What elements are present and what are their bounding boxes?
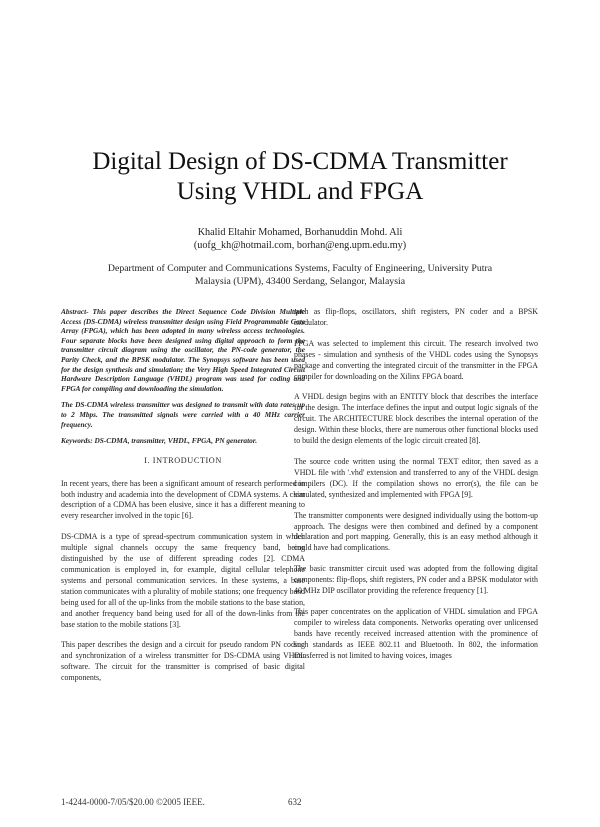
right-paragraph-4: The source code written using the normal TEXT editor, then saved as a VHDL file with '.vhd' extension and transferred to any of the VHDL design compilers (DC). If the compilation shows no error(s), the file can be simulated, synthesized and implemented with FPGA [9]. <box>294 456 538 499</box>
right-paragraph-7: This paper concentrates on the application of VHDL simulation and FPGA compiler to wireless data components. Networks operating over unlicensed bands have recently received increased attention with the prominence of such standards as IEEE 802.11 and Bluetooth. In 802, the information transferred is not limited to having voices, images <box>294 606 538 660</box>
intro-paragraph-1: In recent years, there has been a significant amount of research performed in both industry and academia into the development of CDMA systems. A clear description of a CDMA has been elusive, since it has a different meaning to every researcher involved in the topic [6]. <box>61 478 305 521</box>
keywords: Keywords: DS-CDMA, transmitter, VHDL, FPGA, PN generator. <box>61 436 258 446</box>
affiliation-line-1: Department of Computer and Communications Systems, Faculty of Engineering, University Putra <box>107 263 493 274</box>
intro-paragraph-2: DS-CDMA is a type of spread-spectrum communication system in which multiple signal channels occupy the same frequency band, being distinguished by the use of different spreading codes [2]. CDMA communication is employed in, for example, digital cellular telephone systems and personal communication services. In these systems, a base station communicates with a plurality of mobile stations; one frequency band being used for all of the up-links from the mobile stations to the base station, and another frequency band being used for all of the down-links from the base station to the mobile stations [3]. <box>61 532 305 629</box>
paper-title-line-1: Digital Design of DS-CDMA Transmitter <box>92 148 508 175</box>
paper-title-line-2: Using VHDL and FPGA <box>176 178 424 205</box>
abstract: Abstract- This paper describes the Direct Sequence Code Division Multiple Access (DS-CDMA) wireless transmitter design using Field Programmable Gate Array (FPGA), which has been adopted in many wireless access technologies. Four separate blocks have been designed using digital approach to form the transmitter circuit diagram using the oscillator, the PN-code generator, the Parity Check, and the BPSK modulator. The Synopsys software has been used for the design synthesis and simulation; the Very High Speed Integrated Circuit Hardware Description Language (VHDL) program was used for coding and FPGA for compiling and downloading the simulation. <box>61 307 305 393</box>
right-paragraph-6: The basic transmitter circuit used was adopted from the following digital components: flip-flops, shift registers, PN coder and a BPSK modulator with 40 MHz DIP oscillator providing the reference frequency [1]. <box>294 564 538 596</box>
right-paragraph-5: The transmitter components were designed individually using the bottom-up approach. The designs were then combined and defined by a component declaration and port mapping. Generally, this is an easy method although it could have had complications. <box>294 510 538 553</box>
page-number: 632 <box>288 797 302 807</box>
intro-paragraph-3: This paper describes the design and a circuit for pseudo random PN coding and synchronization of a wireless transmitter for DS-CDMA using VHDL software. The circuit for the transmitter is comprised of basic digital components, <box>61 640 305 683</box>
abstract-continued: The DS-CDMA wireless transmitter was designed to transmit with data rates up to 2 Mbps. The transmitted signals were carried with a 40 MHz carrier frequency. <box>61 400 305 429</box>
right-paragraph-1: such as flip-flops, oscillators, shift registers, PN coder and a BPSK modulator. <box>294 307 538 327</box>
author-emails: (uofg_kh@hotmail.com, borhan@eng.upm.edu.my) <box>193 240 407 251</box>
section-heading-introduction: I. INTRODUCTION <box>144 455 222 465</box>
footer-isbn: 1-4244-0000-7/05/$20.00 ©2005 IEEE. <box>61 797 205 807</box>
authors: Khalid Eltahir Mohamed, Borhanuddin Mohd. Ali <box>197 227 403 238</box>
right-column <box>294 307 538 671</box>
right-paragraph-3: A VHDL design begins with an ENTITY block that describes the interface for the design. The interface defines the input and output logic signals of the circuit. The ARCHITECTURE block describes the internal operation of the design. Within these blocks, there are numerous other functional blocks used to build the design elements of the logic circuit created [8]. <box>294 392 538 446</box>
affiliation-line-2: Malaysia (UPM), 43400 Serdang, Selangor, Malaysia <box>194 276 406 287</box>
left-column <box>61 307 305 694</box>
right-paragraph-2: FPGA was selected to implement this circuit. The research involved two phases - simulation and synthesis of the VHDL codes using the Synopsys package and converting the integrated circuit of the transmitter in the FPGA compiler for downloading on the Xilinx FPGA board. <box>294 338 538 381</box>
